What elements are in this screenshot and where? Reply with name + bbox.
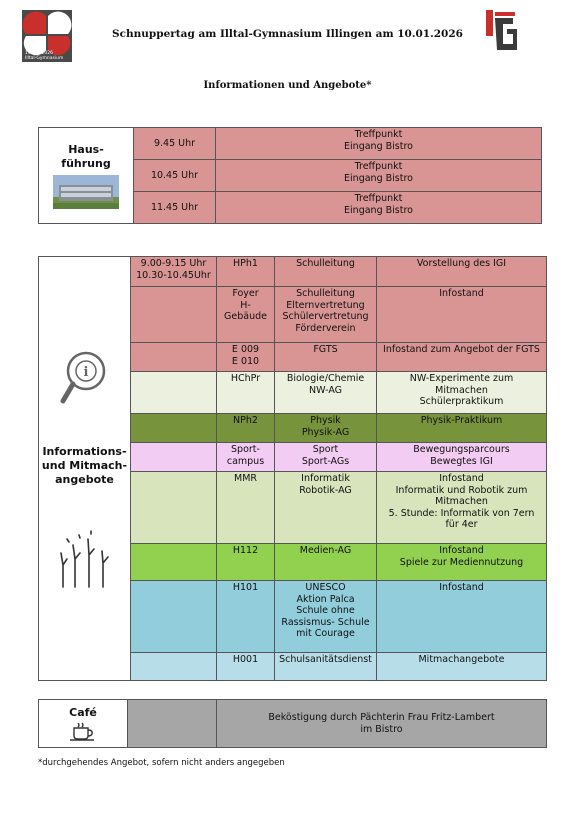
svg-text:i: i: [83, 364, 88, 380]
info-group-cell: [275, 372, 377, 414]
info-room-line: Sport-: [231, 444, 260, 455]
info-offer-line: Mitmachangebote: [418, 654, 505, 665]
info-room-line: Gebäude: [224, 311, 267, 322]
tour-label-line2: führung: [61, 156, 111, 170]
logo-caption-years: 1958 – 2026: [25, 51, 54, 56]
info-offer-line: Bewegungsparcours: [413, 444, 510, 455]
info-group-line: Rassismus- Schule: [281, 616, 370, 628]
coffee-cup-icon: [68, 722, 98, 742]
info-offer-cell: [377, 581, 547, 653]
tour-place-cell: [216, 128, 542, 160]
info-group-line: Schulleitung: [296, 288, 355, 299]
info-label-line1: Informations-: [42, 444, 127, 458]
tour-time-cell: 10.45 Uhr: [134, 160, 216, 192]
info-group-cell: [275, 544, 377, 581]
info-time-cell: [131, 257, 217, 287]
info-group-cell: [275, 414, 377, 443]
info-magnifier-icon: [60, 349, 110, 409]
info-time-cell: [131, 653, 217, 681]
cafe-text-line: Beköstigung durch Pächterin Frau Fritz-Lambert: [268, 712, 495, 723]
info-offer-cell: [377, 653, 547, 681]
info-offer-cell: [377, 372, 547, 414]
info-group-line: Schulleitung: [296, 258, 355, 269]
info-offer-line: Infostand: [439, 582, 484, 593]
info-room-line: HPh1: [233, 258, 258, 269]
info-group-line: Robotik-AG: [299, 484, 352, 496]
info-room-line: H101: [232, 582, 259, 593]
tour-table: [38, 127, 542, 224]
tour-place-line: Treffpunkt: [354, 161, 403, 172]
info-group-cell: [275, 581, 377, 653]
info-time-cell: [131, 372, 217, 414]
info-room-line: H-: [240, 299, 251, 311]
info-group-cell: [275, 343, 377, 372]
info-time-cell: [131, 472, 217, 544]
info-offer-line: Vorstellung des IGI: [416, 258, 507, 269]
info-group-cell: [275, 257, 377, 287]
info-offer-cell: [377, 443, 547, 472]
info-offer-line: 5. Stunde: Informatik von 7ern: [388, 507, 535, 519]
info-time-cell: [131, 414, 217, 443]
info-label-line2: und Mitmach-: [41, 458, 128, 472]
info-group-line: Sport: [312, 444, 339, 455]
info-time-cell: [131, 581, 217, 653]
info-time-cell: [131, 287, 217, 343]
info-offer-cell: [377, 257, 547, 287]
info-group-line: Förderverein: [295, 322, 356, 334]
tour-place-line: Eingang Bistro: [344, 140, 413, 152]
cafe-text-cell: [217, 700, 547, 748]
info-offer-cell: [377, 414, 547, 443]
info-room-line: H001: [232, 654, 259, 665]
footnote: *durchgehendes Angebot, sofern nicht anders angegeben: [38, 758, 285, 768]
info-room-line: E 009: [231, 344, 260, 355]
info-group-cell: [275, 472, 377, 544]
info-room-cell: [217, 544, 275, 581]
info-group-line: Aktion Palca: [296, 593, 355, 605]
info-room-line: H112: [232, 545, 259, 556]
info-offer-cell: [377, 544, 547, 581]
info-offer-line: Schülerpraktikum: [419, 396, 504, 407]
info-room-cell: [217, 343, 275, 372]
info-offer-line: Infostand: [439, 545, 484, 556]
info-room-cell: [217, 443, 275, 472]
info-room-cell: [217, 581, 275, 653]
cafe-text-line: im Bistro: [360, 723, 403, 735]
info-time-cell: [131, 544, 217, 581]
tour-place-line: Treffpunkt: [354, 129, 403, 140]
info-label-line3: angebote: [55, 472, 114, 486]
tour-place-cell: [216, 160, 542, 192]
document-title: Schnuppertag am Illtal-Gymnasium Illingen am 10.01.2026: [112, 28, 463, 40]
info-room-cell: [217, 372, 275, 414]
tour-place-line: Treffpunkt: [354, 193, 403, 204]
info-room-cell: [217, 472, 275, 544]
tour-time-cell: 11.45 Uhr: [134, 192, 216, 224]
building-photo: [53, 175, 119, 209]
info-offer-line: für 4er: [445, 519, 478, 530]
info-room-cell: [217, 414, 275, 443]
info-room-line: MMR: [234, 473, 257, 484]
info-room-cell: [217, 653, 275, 681]
info-group-line: Schulsanitätsdienst: [279, 654, 372, 665]
info-group-line: NW-AG: [308, 384, 343, 396]
info-time-cell: [131, 343, 217, 372]
info-offer-cell: [377, 287, 547, 343]
document-subtitle: Informationen und Angebote*: [203, 80, 372, 91]
info-offer-line: Infostand: [439, 473, 484, 484]
cafe-label: Café: [69, 705, 97, 719]
info-group-line: UNESCO: [305, 582, 346, 593]
info-offer-cell: [377, 472, 547, 544]
info-group-line: Biologie/Chemie: [286, 373, 365, 384]
info-group-line: Elternvertretung: [286, 299, 365, 311]
info-offer-line: Bewegtes IGI: [430, 455, 493, 467]
info-room-line: NPh2: [233, 415, 258, 426]
info-group-line: Medien-AG: [299, 545, 352, 556]
info-group-cell: [275, 287, 377, 343]
info-offer-line: Spiele zur Mediennutzung: [399, 556, 524, 568]
info-label-cell: [39, 257, 131, 681]
info-group-line: FGTS: [313, 344, 338, 355]
info-room-line: campus: [226, 455, 265, 467]
info-group-line: Schülervertretung: [282, 311, 369, 322]
tour-place-line: Eingang Bistro: [344, 172, 413, 184]
info-time-line: 10.30-10.45Uhr: [136, 269, 211, 281]
info-offer-line: NW-Experimente zum: [409, 373, 514, 384]
tour-place-line: Eingang Bistro: [344, 204, 413, 216]
info-room-line: Foyer: [232, 288, 259, 299]
info-offer-cell: [377, 343, 547, 372]
info-room-line: E 010: [231, 355, 260, 367]
cafe-table: [38, 699, 547, 748]
info-group-line: Schule ohne: [296, 605, 355, 616]
info-group-line: Physik: [310, 415, 341, 426]
info-offer-line: Mitmachen: [435, 496, 488, 507]
info-offer-line: Mitmachen: [435, 384, 488, 396]
info-time-line: 9.00-9.15 Uhr: [140, 258, 207, 269]
cafe-label-cell: [39, 700, 128, 748]
info-room-cell: [217, 287, 275, 343]
tour-place-cell: [216, 192, 542, 224]
tour-label-cell: [39, 128, 134, 224]
info-group-cell: [275, 653, 377, 681]
info-table: [38, 256, 547, 681]
info-time-cell: [131, 443, 217, 472]
info-offer-line: Physik-Praktikum: [420, 415, 503, 426]
info-group-line: Physik-AG: [301, 426, 350, 438]
logo-caption-name: Illtal-Gymnasium: [25, 56, 64, 61]
tour-label-line1: Haus-: [68, 142, 104, 156]
info-group-line: Sport-AGs: [301, 455, 350, 467]
info-offer-line: Infostand: [439, 288, 484, 299]
info-offer-line: Informatik und Robotik zum: [395, 484, 528, 496]
raised-hands-icon: [57, 529, 113, 589]
info-room-line: HChPr: [230, 373, 261, 384]
info-room-cell: [217, 257, 275, 287]
info-group-line: mit Courage: [296, 628, 355, 639]
cafe-empty-cell: [128, 700, 217, 748]
info-group-cell: [275, 443, 377, 472]
info-offer-line: Infostand zum Angebot der FGTS: [383, 344, 540, 355]
tour-time-cell: 9.45 Uhr: [134, 128, 216, 160]
info-group-line: Informatik: [301, 473, 350, 484]
